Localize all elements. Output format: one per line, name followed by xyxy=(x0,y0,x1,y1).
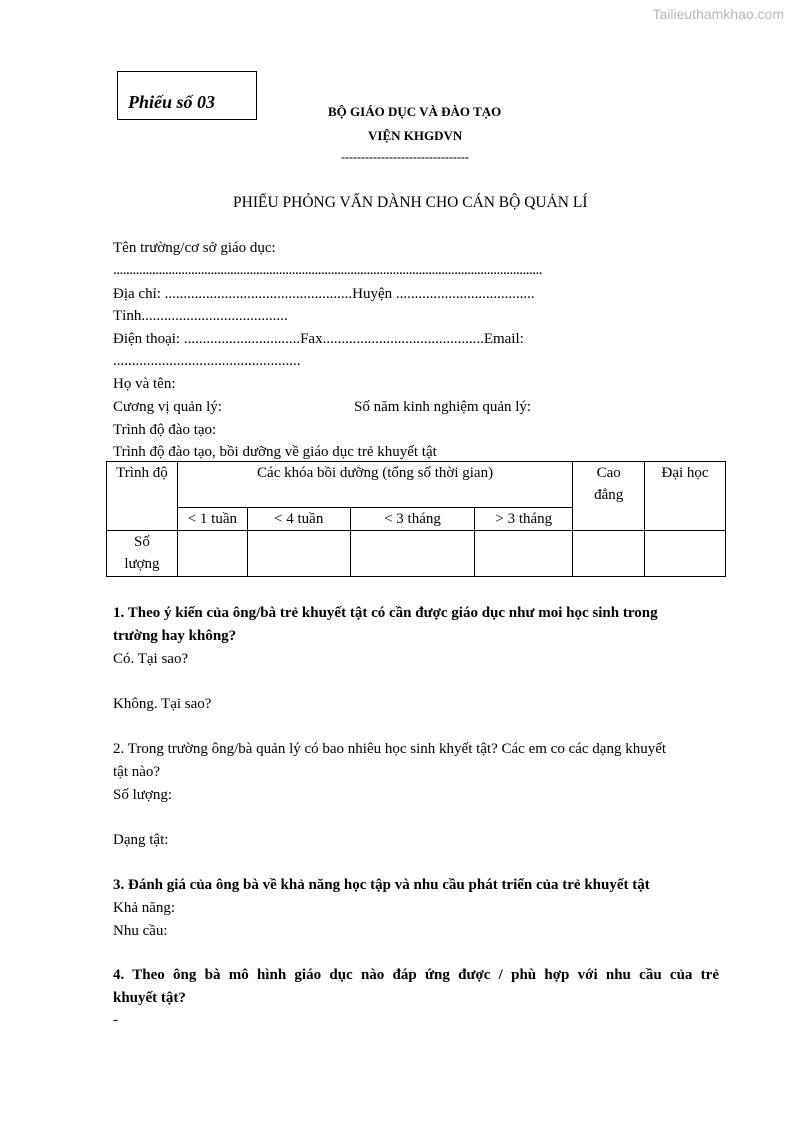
watermark: Tailieuthamkhao.com xyxy=(652,6,784,22)
header-university: Đại học xyxy=(645,462,726,531)
table-cell[interactable] xyxy=(177,531,247,577)
table-cell[interactable] xyxy=(645,531,726,577)
question-4: 4. Theo ông bà mô hình giáo dục nào đáp ứng được / phù hợp với nhu cầu của trẻ xyxy=(113,967,719,983)
header-college-line2: đẳng xyxy=(594,487,624,503)
row-label-count xyxy=(107,531,178,577)
school-label: Tên trường/cơ sở giáo dục: xyxy=(113,240,276,256)
institute-name: VIỆN KHGDVN xyxy=(368,128,463,143)
row-label-line2: lượng xyxy=(124,556,160,572)
header-courses: Các khóa bồi dưỡng (tổng số thời gian) xyxy=(177,462,572,508)
training-label: Trình độ đào tạo, bồi dưỡng về giáo dục trẻ khuyết tật xyxy=(113,444,437,460)
q3-need: Nhu cầu: xyxy=(113,923,168,939)
sub-header: < 4 tuần xyxy=(247,508,350,531)
q1-yes: Có. Tại sao? xyxy=(113,651,189,667)
phone-line: .................................................. xyxy=(113,353,301,369)
training-table xyxy=(106,461,726,577)
table-cell[interactable] xyxy=(247,531,350,577)
address-label: Địa chỉ: ..................................................Huyện ..................................... xyxy=(113,286,535,302)
table-cell[interactable] xyxy=(350,531,475,577)
header-level: Trình độ xyxy=(107,462,178,531)
position-label: Cương vị quản lý: xyxy=(113,399,222,415)
q3-ability: Khả năng: xyxy=(113,900,176,916)
school-line: .................................................................................................................................... xyxy=(113,262,542,278)
form-number-box xyxy=(117,71,257,120)
page-title: PHIẾU PHỎNG VẤN DÀNH CHO CÁN BỘ QUẢN LÍ xyxy=(233,194,588,211)
q1-no: Không. Tại sao? xyxy=(113,696,212,712)
row-label-line1: Số xyxy=(134,534,150,550)
table-cell[interactable] xyxy=(475,531,573,577)
name-label: Họ và tên: xyxy=(113,376,176,392)
question-1: 1. Theo ý kiến của ông/bà trẻ khuyết tật có cần được giáo dục như moi học sinh trong xyxy=(113,605,658,621)
header-divider: -------------------------------- xyxy=(341,150,469,164)
form-number: Phiếu số 03 xyxy=(128,92,216,112)
q2-count: Số lượng: xyxy=(113,787,172,803)
header-college-line1: Cao xyxy=(596,465,621,481)
question-4-cont: khuyết tật? xyxy=(113,990,186,1006)
province-label: Tỉnh....................................... xyxy=(113,308,288,324)
header-college xyxy=(573,462,645,531)
table-cell[interactable] xyxy=(573,531,645,577)
education-label: Trình độ đào tạo: xyxy=(113,422,217,438)
sub-header: > 3 tháng xyxy=(475,508,573,531)
question-1-cont: trường hay không? xyxy=(113,628,237,644)
sub-header: < 1 tuần xyxy=(177,508,247,531)
q2-type: Dạng tật: xyxy=(113,832,169,848)
question-2-cont: tật nào? xyxy=(113,764,161,780)
sub-header: < 3 tháng xyxy=(350,508,475,531)
question-2: 2. Trong trường ông/bà quản lý có bao nhiêu học sinh khyết tật? Các em co các dạng khuyết xyxy=(113,741,667,757)
phone-label: Điện thoại: ...............................Fax...........................................Email: xyxy=(113,331,524,347)
ministry-name: BỘ GIÁO DỤC VÀ ĐÀO TẠO xyxy=(328,104,502,119)
experience-label: Số năm kinh nghiệm quản lý: xyxy=(354,399,532,415)
question-3: 3. Đánh giá của ông bà về khả năng học tập và nhu cầu phát triển của trẻ khuyết tật xyxy=(113,877,650,893)
q4-dash: - xyxy=(113,1012,118,1028)
